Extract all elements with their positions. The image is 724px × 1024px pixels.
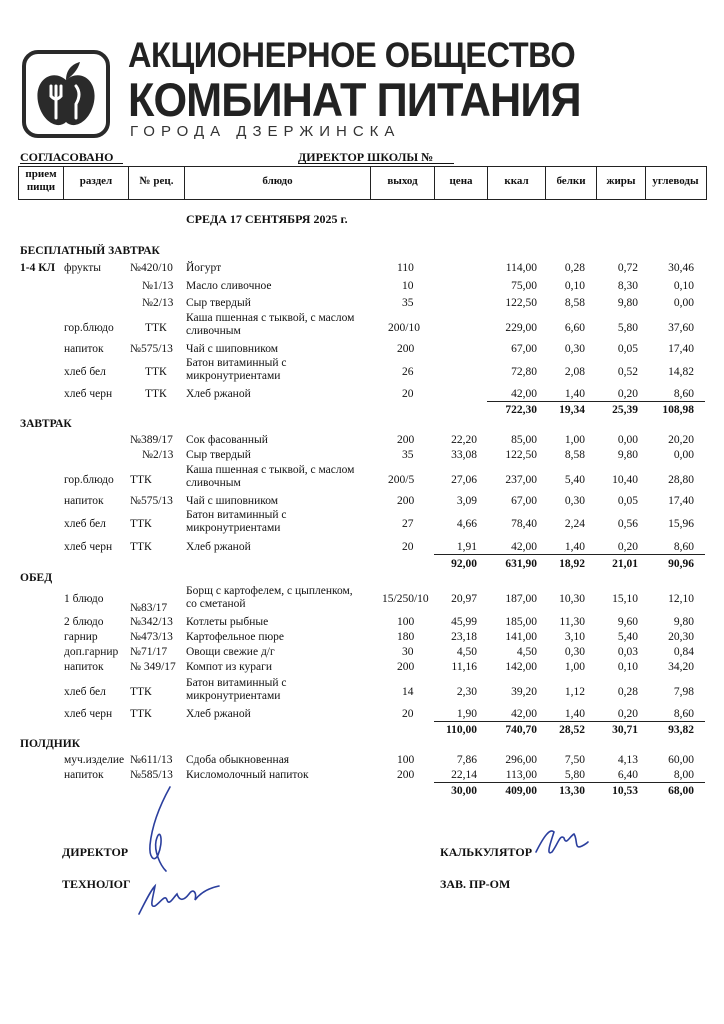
row-fat: 0,05 (617, 495, 638, 507)
row-carbs: 20,20 (668, 434, 694, 446)
row-carbs: 15,96 (668, 518, 694, 530)
total-price: 30,00 (451, 785, 477, 797)
row-recipe: ТТК (130, 708, 152, 720)
company-city: ГОРОДА ДЗЕРЖИНСКА (130, 123, 401, 140)
row-section: доп.гарнир (64, 646, 119, 658)
row-carbs: 12,10 (668, 593, 694, 605)
row-protein: 1,40 (564, 708, 585, 720)
row-dish: Компот из кураги (186, 661, 273, 673)
section-title-snack: ПОЛДНИК (20, 738, 81, 750)
row-output: 200 (397, 661, 415, 673)
row-carbs: 30,46 (668, 262, 694, 274)
row-recipe: ТТК (130, 686, 152, 698)
row-fat: 0,28 (617, 686, 638, 698)
row-output: 100 (397, 754, 415, 766)
row-section: гор.блюдо (64, 474, 114, 486)
row-recipe: №389/17 (130, 434, 173, 446)
row-price: 22,14 (451, 769, 477, 781)
row-dish: Сыр твердый (186, 297, 251, 309)
row-recipe: №420/10 (130, 262, 173, 274)
director-signature-icon (130, 785, 190, 875)
row-carbs: 8,60 (673, 541, 694, 553)
row-protein: 2,08 (564, 366, 585, 378)
row-recipe: №473/13 (130, 631, 173, 643)
row-kcal: 67,00 (511, 495, 537, 507)
row-price: 1,90 (456, 708, 477, 720)
company-name-line2: КОМБИНАТ ПИТАНИЯ (128, 73, 581, 126)
approved-label: СОГЛАСОВАНО (20, 150, 114, 164)
row-section: напиток (64, 661, 104, 673)
total-protein: 18,92 (559, 558, 585, 570)
row-fat: 9,80 (617, 449, 638, 461)
row-dish: Чай с шиповником (186, 343, 279, 355)
row-output: 15/250/10 (382, 593, 429, 605)
row-fat: 5,40 (617, 631, 638, 643)
row-protein: 1,40 (564, 541, 585, 553)
row-dish: Хлеб ржаной (186, 708, 251, 720)
row-dish: Котлеты рыбные (186, 616, 269, 628)
total-fat: 21,01 (612, 558, 638, 570)
row-fat: 8,30 (617, 280, 638, 292)
head-production-label: ЗАВ. ПР-ОМ (440, 877, 511, 891)
row-recipe: №2/13 (142, 297, 174, 309)
row-dish: Овощи свежие д/г (186, 646, 275, 658)
row-output: 200/10 (388, 322, 420, 334)
calculator-label: КАЛЬКУЛЯТОР (440, 845, 533, 859)
col-kcal: ккал (504, 175, 529, 187)
row-price: 2,30 (456, 686, 477, 698)
row-recipe: ТТК (145, 322, 167, 334)
total-fat: 25,39 (612, 404, 638, 416)
row-fat: 0,03 (617, 646, 638, 658)
row-output: 200 (397, 495, 415, 507)
row-dish: Сок фасованный (186, 434, 268, 446)
row-section: 2 блюдо (64, 616, 104, 628)
row-kcal: 113,00 (505, 769, 537, 781)
row-carbs: 20,30 (668, 631, 694, 643)
row-price: 3,09 (456, 495, 477, 507)
row-section: хлеб черн (64, 708, 113, 720)
section-title-breakfast: ЗАВТРАК (20, 418, 72, 430)
row-protein: 1,00 (564, 434, 585, 446)
row-fat: 0,20 (617, 708, 638, 720)
row-kcal: 42,00 (511, 541, 537, 553)
row-kcal: 296,00 (505, 754, 537, 766)
row-protein: 0,30 (564, 646, 585, 658)
row-section: хлеб бел (64, 686, 106, 698)
row-dish: Батон витаминный с микронутриентами (186, 509, 287, 534)
col-section: раздел (79, 175, 113, 187)
row-output: 10 (402, 280, 414, 292)
row-kcal: 42,00 (511, 388, 537, 400)
row-price: 20,97 (451, 593, 477, 605)
total-carbs: 108,98 (662, 404, 694, 416)
calculator-signature-icon (530, 822, 590, 867)
row-kcal: 122,50 (505, 449, 537, 461)
row-section: 1 блюдо (64, 593, 104, 605)
total-protein: 13,30 (559, 785, 585, 797)
row-recipe: №575/13 (130, 495, 173, 507)
row-price: 22,20 (451, 434, 477, 446)
total-line (434, 782, 705, 783)
row-output: 14 (402, 686, 414, 698)
row-protein: 11,30 (559, 616, 585, 628)
col-protein: белки (556, 175, 586, 187)
row-carbs: 8,60 (673, 708, 694, 720)
row-output: 200 (397, 343, 415, 355)
col-carbs: углеводы (652, 175, 699, 187)
row-recipe: №585/13 (130, 769, 173, 781)
row-carbs: 0,10 (673, 280, 694, 292)
row-dish: Хлеб ржаной (186, 388, 251, 400)
row-protein: 0,10 (564, 280, 585, 292)
total-protein: 19,34 (559, 404, 585, 416)
row-protein: 5,40 (564, 474, 585, 486)
row-recipe: №575/13 (130, 343, 173, 355)
row-recipe: №2/13 (142, 449, 174, 461)
col-output: выход (387, 175, 418, 187)
row-protein: 6,60 (564, 322, 585, 334)
row-fat: 9,60 (617, 616, 638, 628)
row-price: 1,91 (456, 541, 477, 553)
row-dish: Йогурт (186, 262, 222, 274)
row-fat: 0,00 (617, 434, 638, 446)
row-protein: 8,58 (564, 449, 585, 461)
row-output: 27 (402, 518, 414, 530)
row-output: 35 (402, 449, 414, 461)
row-fat: 0,10 (617, 661, 638, 673)
row-output: 20 (402, 541, 414, 553)
row-fat: 10,40 (612, 474, 638, 486)
row-section: гор.блюдо (64, 322, 114, 334)
row-carbs: 17,40 (668, 495, 694, 507)
date-title: СРЕДА 17 СЕНТЯБРЯ 2025 г. (186, 212, 348, 226)
row-fat: 4,13 (617, 754, 638, 766)
total-fat: 10,53 (612, 785, 638, 797)
row-kcal: 237,00 (505, 474, 537, 486)
row-price: 45,99 (451, 616, 477, 628)
total-carbs: 93,82 (668, 724, 694, 736)
row-price: 27,06 (451, 474, 477, 486)
director-school-label: ДИРЕКТОР ШКОЛЫ № (298, 150, 434, 164)
row-dish: Хлеб ржаной (186, 541, 251, 553)
row-output: 100 (397, 616, 415, 628)
row-recipe: №83/17 (130, 602, 168, 614)
total-line (434, 554, 705, 555)
class-group-label: 1-4 КЛ (20, 262, 56, 274)
row-protein: 7,50 (564, 754, 585, 766)
row-recipe: ТТК (130, 474, 152, 486)
row-protein: 0,30 (564, 343, 585, 355)
row-carbs: 7,98 (673, 686, 694, 698)
row-recipe: №1/13 (142, 280, 174, 292)
row-kcal: 122,50 (505, 297, 537, 309)
row-fat: 15,10 (612, 593, 638, 605)
row-recipe: ТТК (145, 388, 167, 400)
row-carbs: 9,80 (673, 616, 694, 628)
row-recipe: №611/13 (130, 754, 173, 766)
row-protein: 1,12 (564, 686, 585, 698)
row-output: 20 (402, 708, 414, 720)
row-protein: 0,28 (564, 262, 585, 274)
row-fat: 0,56 (617, 518, 638, 530)
row-recipe: № 349/17 (130, 661, 176, 673)
row-kcal: 72,80 (511, 366, 537, 378)
col-meal-time: прием пищи (25, 168, 57, 193)
total-kcal: 722,30 (505, 404, 537, 416)
technologist-label: ТЕХНОЛОГ (62, 877, 131, 891)
row-recipe: ТТК (145, 366, 167, 378)
row-recipe: №342/13 (130, 616, 173, 628)
technologist-signature-icon (135, 880, 225, 920)
row-price: 4,50 (456, 646, 477, 658)
row-protein: 1,40 (564, 388, 585, 400)
row-dish: Чай с шиповником (186, 495, 279, 507)
row-protein: 3,10 (564, 631, 585, 643)
director-school-underline (298, 163, 454, 164)
row-output: 200 (397, 434, 415, 446)
company-name-line1: АКЦИОНЕРНОЕ ОБЩЕСТВО (128, 36, 576, 75)
row-fat: 6,40 (617, 769, 638, 781)
row-output: 180 (397, 631, 415, 643)
section-title-lunch: ОБЕД (20, 572, 53, 584)
row-dish: Борщ с картофелем, с цыпленком, со сметаной (186, 585, 353, 610)
row-dish: Сдоба обыкновенная (186, 754, 290, 766)
row-section: напиток (64, 343, 104, 355)
section-title-free-breakfast: БЕСПЛАТНЫЙ ЗАВТРАК (20, 245, 160, 257)
row-protein: 5,80 (564, 769, 585, 781)
row-protein: 0,30 (564, 495, 585, 507)
row-section: напиток (64, 495, 104, 507)
company-logo-icon (22, 50, 110, 138)
row-protein: 2,24 (564, 518, 585, 530)
row-fat: 9,80 (617, 297, 638, 309)
row-output: 26 (402, 366, 414, 378)
row-kcal: 4,50 (516, 646, 537, 658)
total-fat: 30,71 (612, 724, 638, 736)
total-kcal: 631,90 (505, 558, 537, 570)
row-fat: 5,80 (617, 322, 638, 334)
row-section: хлеб черн (64, 388, 113, 400)
row-carbs: 60,00 (668, 754, 694, 766)
row-output: 200 (397, 769, 415, 781)
row-recipe: №71/17 (130, 646, 168, 658)
director-label: ДИРЕКТОР (62, 845, 129, 859)
row-protein: 10,30 (559, 593, 585, 605)
approved-underline (20, 163, 123, 164)
row-section: гарнир (64, 631, 98, 643)
row-price: 11,16 (451, 661, 477, 673)
row-carbs: 37,60 (668, 322, 694, 334)
row-output: 35 (402, 297, 414, 309)
row-protein: 8,58 (564, 297, 585, 309)
row-output: 110 (397, 262, 414, 274)
row-section: хлеб бел (64, 366, 106, 378)
row-carbs: 0,00 (673, 297, 694, 309)
row-kcal: 42,00 (511, 708, 537, 720)
row-kcal: 67,00 (511, 343, 537, 355)
row-dish: Картофельное пюре (186, 631, 285, 643)
row-dish: Каша пшенная с тыквой, с маслом сливочным (186, 312, 355, 337)
row-kcal: 187,00 (505, 593, 537, 605)
row-fat: 0,20 (617, 541, 638, 553)
row-dish: Кисломолочный напиток (186, 769, 309, 781)
total-kcal: 740,70 (505, 724, 537, 736)
row-price: 4,66 (456, 518, 477, 530)
row-recipe: ТТК (130, 541, 152, 553)
col-price: цена (449, 175, 473, 187)
row-dish: Каша пшенная с тыквой, с маслом сливочным (186, 464, 355, 489)
col-recipe: № рец. (139, 175, 174, 187)
row-price: 23,18 (451, 631, 477, 643)
row-kcal: 142,00 (505, 661, 537, 673)
row-kcal: 75,00 (511, 280, 537, 292)
total-carbs: 68,00 (668, 785, 694, 797)
total-line (434, 721, 705, 722)
row-fat: 0,52 (617, 366, 638, 378)
row-section: напиток (64, 769, 104, 781)
total-price: 110,00 (446, 724, 477, 736)
row-kcal: 229,00 (505, 322, 537, 334)
row-output: 30 (402, 646, 414, 658)
row-fat: 0,20 (617, 388, 638, 400)
row-output: 20 (402, 388, 414, 400)
total-line (487, 401, 705, 402)
row-carbs: 14,82 (668, 366, 694, 378)
row-kcal: 85,00 (511, 434, 537, 446)
row-price: 33,08 (451, 449, 477, 461)
row-dish: Сыр твердый (186, 449, 251, 461)
row-dish: Батон витаминный с микронутриентами (186, 677, 287, 702)
total-price: 92,00 (451, 558, 477, 570)
row-price: 7,86 (456, 754, 477, 766)
row-output: 200/5 (388, 474, 415, 486)
row-dish: Батон витаминный с микронутриентами (186, 357, 287, 382)
total-carbs: 90,96 (668, 558, 694, 570)
row-section: муч.изделие (64, 754, 125, 766)
row-kcal: 141,00 (505, 631, 537, 643)
row-section: хлеб бел (64, 518, 106, 530)
row-section: хлеб черн (64, 541, 113, 553)
row-carbs: 0,84 (673, 646, 694, 658)
row-kcal: 114,00 (505, 262, 537, 274)
row-kcal: 185,00 (505, 616, 537, 628)
col-fat: жиры (606, 175, 636, 187)
row-kcal: 78,40 (511, 518, 537, 530)
row-carbs: 17,40 (668, 343, 694, 355)
row-kcal: 39,20 (511, 686, 537, 698)
row-carbs: 34,20 (668, 661, 694, 673)
row-carbs: 0,00 (673, 449, 694, 461)
row-fat: 0,05 (617, 343, 638, 355)
col-dish: блюдо (262, 175, 293, 187)
row-carbs: 8,60 (673, 388, 694, 400)
row-fat: 0,72 (617, 262, 638, 274)
row-carbs: 8,00 (673, 769, 694, 781)
total-kcal: 409,00 (505, 785, 537, 797)
row-dish: Масло сливочное (186, 280, 272, 292)
total-protein: 28,52 (559, 724, 585, 736)
row-carbs: 28,80 (668, 474, 694, 486)
row-section: фрукты (64, 262, 101, 274)
row-protein: 1,00 (564, 661, 585, 673)
row-recipe: ТТК (130, 518, 152, 530)
